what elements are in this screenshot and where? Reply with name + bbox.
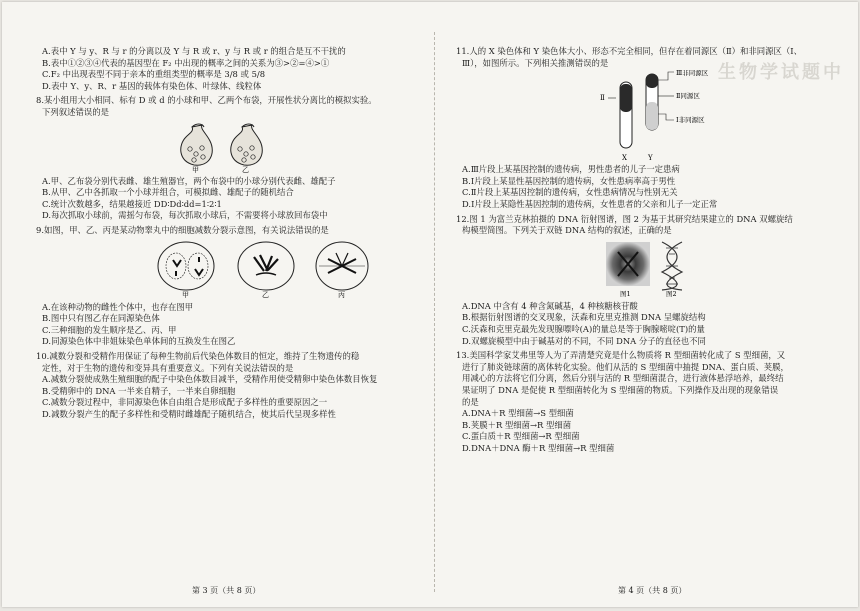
y-label: Y xyxy=(648,154,653,163)
option-line: C.沃森和克里克最先发现腺嘌呤(A)的量总是等于胸腺嘧啶(T)的量 xyxy=(462,323,705,334)
option-line: C.Ⅱ片段上某基因控制的遗传病，女性患病情况与性别无关 xyxy=(462,187,678,198)
bags-svg xyxy=(36,121,412,173)
option-line: D.表中 Y、y、R、r 基因的载体有染色体、叶绿体、线粒体 xyxy=(42,80,262,91)
option-line: B.从甲、乙中各抓取一个小球并组合，可模拟雌、雄配子的随机结合 xyxy=(42,187,294,198)
question-10-stem-cont: 定性，对于生物的遗传和变异具有重要意义。下列有关说法错误的是 xyxy=(42,362,294,373)
xy-svg xyxy=(456,70,834,162)
x-label: X xyxy=(622,154,627,163)
option-line: B.图中只有图乙存在同源染色体 xyxy=(42,313,160,324)
option-line: A.表中 Y 与 y、R 与 r 的分离以及 Y 与 R 或 r、y 与 R 或 r 的组合是互不干扰的 xyxy=(42,46,346,56)
question-11-stem-cont: Ⅲ），如图所示。下列相关推测错误的是 xyxy=(462,57,609,68)
option-line: D.双螺旋模型中由于碱基对的不同，不同 DNA 分子的直径也不同 xyxy=(462,335,706,346)
option-line: B.根据衍射图谱的交叉现象，沃森和克里克推测 DNA 呈螺旋结构 xyxy=(462,312,706,323)
cells-svg xyxy=(36,239,412,299)
bag-label-yi: 乙 xyxy=(242,165,249,173)
question-12-stem: 12.图 1 为富兰克林拍摄的 DNA 衍射图谱，图 2 为基于其研究结果建立的 DNA 双螺旋结 xyxy=(456,213,793,224)
cell-label-bing: 丙 xyxy=(338,290,345,299)
option-line: C.统计次数越多，结果越接近 DD∶Dd∶dd=1∶2∶1 xyxy=(42,198,222,209)
question-13-stem-cont: 用减心的方法将它们分离，然后分别与活的 R 型细菌混合，进行液体悬浮培养，最终结 xyxy=(462,373,784,384)
option-line: D.DNA＋DNA 酶＋R 型细菌→R 型细菌 xyxy=(462,442,615,453)
question-9-stem: 9.如图，甲、乙、丙是某动物睾丸中的细胞减数分裂示意图，有关说法错误的是 xyxy=(36,224,329,235)
option-line: C.减数分裂过程中，非同源染色体自由组合是形成配子多样性的重要原因之一 xyxy=(42,397,328,408)
page-4-column xyxy=(456,46,834,454)
page-divider xyxy=(434,32,435,592)
question-8-stem-cont: 下列叙述错误的是 xyxy=(42,106,109,117)
question-13-stem-cont: 的是 xyxy=(462,396,479,407)
cell-label-yi: 乙 xyxy=(262,290,269,299)
option-line: B.表中①②③④代表的基因型在 F₂ 中出现的概率之间的关系为③>②=④>① xyxy=(42,57,330,68)
fig1-label: 图1 xyxy=(620,289,631,298)
region-2-label: Ⅱ同源区 xyxy=(676,92,700,101)
option-line: A.DNA＋R 型细菌→S 型细菌 xyxy=(462,408,574,419)
option-line: C.F₂ 中出现表型不同于亲本的重组类型的概率是 3/8 或 5/8 xyxy=(42,69,266,80)
bleed-through-text: 生物学试题中 xyxy=(718,62,844,83)
option-line: A.减数分裂使成熟生殖细胞的配子中染色体数目减半，受精作用使受精卵中染色体数目恢复 xyxy=(42,374,378,385)
option-line: D.同源染色体中非姐妹染色单体间的互换发生在图乙 xyxy=(42,336,236,347)
cell-division-figure xyxy=(36,239,412,299)
bag-yi-icon xyxy=(231,124,263,165)
option-line: B.Ⅰ片段上某显性基因控制的遗传病，女性患病率高于男性 xyxy=(462,175,676,186)
xy-chromosome-figure xyxy=(456,70,834,162)
question-13-stem: 13.美国科学家艾弗里等人为了弄清楚究竟是什么物质将 R 型细菌转化成了 S 型细菌，又 xyxy=(456,350,786,361)
option-line: A.Ⅲ片段上某基因控制的遗传病，男性患者的儿子一定患病 xyxy=(462,164,680,175)
fig2-label: 图2 xyxy=(666,289,677,298)
bag-figure xyxy=(36,121,412,173)
question-11-stem: 11.人的 X 染色体和 Y 染色体大小、形态不完全相同，但存在着同源区（Ⅱ）和非同源区（Ⅰ、 xyxy=(456,46,802,56)
option-line: D.减数分裂产生的配子多样性和受精时雌雄配子随机结合，使其后代呈现多样性 xyxy=(42,408,336,419)
option-line: B.荚膜＋R 型细菌→R 型细菌 xyxy=(462,419,572,430)
cell-yi-icon xyxy=(238,242,294,290)
double-helix-icon xyxy=(662,242,682,290)
question-8-stem: 8.某小组用大小相同、标有 D 或 d 的小球和甲、乙两个布袋，开展性状分离比的模拟实验。 xyxy=(36,95,377,106)
option-line: D.Ⅰ片段上某隐性基因控制的遗传病，女性患者的父亲和儿子一定正常 xyxy=(462,198,718,209)
cell-bing-icon xyxy=(316,242,368,290)
option-line: C.三种细胞的发生顺序是乙、丙、甲 xyxy=(42,324,177,335)
region-3-label: Ⅲ非同源区 xyxy=(676,70,709,78)
bag-label-jia: 甲 xyxy=(192,165,199,173)
option-line: D.每次抓取小球前，需摇匀布袋，每次抓取小球后，不需要将小球放回布袋中 xyxy=(42,210,328,221)
cell-jia-icon xyxy=(158,242,214,290)
region-2-left-mark: Ⅱ xyxy=(600,94,605,103)
question-12-stem-cont: 构模型简图。下列关于双链 DNA 结构的叙述，正确的是 xyxy=(462,225,672,236)
region-1-label: Ⅰ非同源区 xyxy=(676,116,705,125)
option-line: A.甲、乙布袋分别代表雌、雄生殖器官，两个布袋中的小球分别代表雌、雄配子 xyxy=(42,175,336,186)
option-line: C.蛋白质＋R 型细菌→R 型细菌 xyxy=(462,431,580,442)
question-10-stem: 10.减数分裂和受精作用保证了每种生物前后代染色体数目的恒定，维持了生物遗传的稳 xyxy=(36,350,360,361)
page-4-footer: 第 4 页（共 8 页） xyxy=(618,586,687,595)
bag-jia-icon xyxy=(181,124,213,165)
option-line: B.受精卵中的 DNA 一半来自精子，一半来自卵细胞 xyxy=(42,385,236,396)
dna-figure xyxy=(456,238,834,298)
option-line: A.DNA 中含有 4 种含氮碱基，4 种核糖核苷酸 xyxy=(462,300,638,311)
dna-svg xyxy=(456,238,834,298)
question-13-stem-cont: 果证明了 DNA 是促使 R 型细菌转化为 S 型细菌的物质。下列操作及出现的现象错误 xyxy=(462,384,779,395)
option-line: A.在该种动物的雌性个体中，也存在图甲 xyxy=(42,301,194,312)
page-3-column xyxy=(36,46,412,420)
cell-label-jia: 甲 xyxy=(182,290,189,299)
page-3-footer: 第 3 页（共 8 页） xyxy=(192,586,261,595)
question-13-stem-cont: 进行了肺炎链球菌的离体转化实验。他们从活的 S 型细菌中抽提 DNA、蛋白质、荚膜， xyxy=(462,361,789,372)
exam-sheet xyxy=(2,2,858,607)
